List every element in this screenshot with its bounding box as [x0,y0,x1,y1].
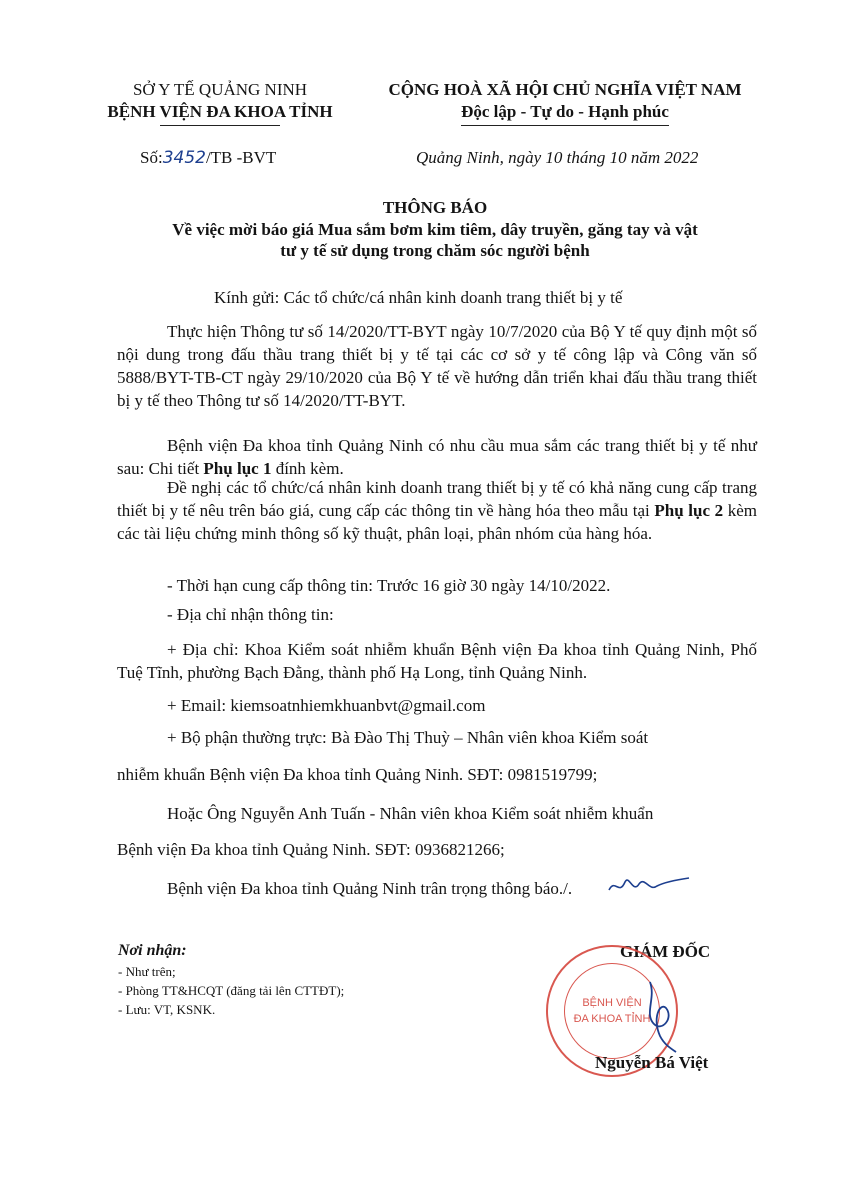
email-line: + Email: kiemsoatnhiemkhuanbvt@gmail.com [167,696,486,715]
notice-heading: THÔNG BÁO [382,198,488,217]
header-right [355,80,775,126]
address-label: - Địa chỉ nhận thông tin: [167,605,334,624]
appendix-1: Phụ lục 1 [203,459,272,478]
notice-subject-line2: tư y tế sử dụng trong chăm sóc người bệnh [280,241,590,260]
motto-underline [461,125,669,126]
notice-subject-line1: Về việc mời báo giá Mua sắm bơm kim tiêm, dây truyền, găng tay và vật [172,220,698,239]
header-left-underline [160,125,280,126]
address-paragraph: + Địa chỉ: Khoa Kiểm soát nhiễm khuẩn Bệnh viện Đa khoa tỉnh Quảng Ninh, Phố Tuệ Tĩnh, phường Bạch Đằng, thành phố Hạ Long, tỉnh Quảng Ninh. [117,640,757,682]
department-name: SỞ Y TẾ QUẢNG NINH [132,80,308,99]
paragraph-3: Đề nghị các tổ chức/cá nhân kinh doanh trang thiết bị y tế có khả năng cung cấp trang thiết bị y tế nêu trên báo giá, cung cấp các thông tin về hàng hóa theo mẫu tại Phụ lục 2 kèm các tài liệu chứng minh thông số kỹ thuật, phân loại, phân nhóm của hàng hóa. [117,478,757,543]
deadline-line: - Thời hạn cung cấp thông tin: Trước 16 giờ 30 ngày 14/10/2022. [167,576,611,595]
director-name: Nguyễn Bá Việt [595,1053,709,1072]
motto: Độc lập - Tự do - Hạnh phúc [461,102,669,121]
title-block [100,198,770,261]
closing-line: Bệnh viện Đa khoa tỉnh Quảng Ninh trân trọng thông báo./. [167,879,573,898]
appendix-2: Phụ lục 2 [654,501,724,520]
recipient-line: Kính gửi: Các tổ chức/cá nhân kinh doanh trang thiết bị y tế [214,288,623,307]
recipient-item: - Lưu: VT, KSNK. [118,1002,216,1017]
recipient-item: - Như trên; [118,964,176,979]
number-prefix: Số: [140,148,163,167]
paragraph-1: Thực hiện Thông tư số 14/2020/TT-BYT ngày 10/7/2020 của Bộ Y tế quy định một số nội dung trong đấu thầu trang thiết bị y tế tại các cơ sở y tế công lập và Công văn số 5888/BYT-TB-CT ngày 29/10/2020 của Bộ Y tế về hướng dẫn triển khai đấu thầu trang thiết bị y tế theo Thông tư số 14/2020/TT-BYT. [117,322,757,410]
recipient-item: - Phòng TT&HCQT (đăng tải lên CTTĐT); [118,983,345,998]
stamp-line2: ĐA KHOA TỈNH [573,1013,651,1025]
number-suffix: /TB -BVT [205,148,277,167]
hospital-name: BỆNH VIỆN ĐA KHOA TỈNH [107,102,333,121]
contact1-line2: nhiễm khuẩn Bệnh viện Đa khoa tỉnh Quảng Ninh. SĐT: 0981519799; [117,765,598,784]
number-handwritten: 3452 [162,148,206,168]
contact2-line1: Hoặc Ông Nguyễn Anh Tuấn - Nhân viên khoa Kiểm soát nhiễm khuẩn [167,804,654,823]
signature-title: GIÁM ĐỐC [620,942,711,961]
recipients-label: Nơi nhận: [118,942,187,959]
signature-scribble [630,978,690,1058]
initials-scribble [605,872,695,902]
document-number [140,148,276,168]
contact2-line2: Bệnh viện Đa khoa tỉnh Quảng Ninh. SĐT: 0936821266; [117,840,505,859]
recipients-block [118,942,448,1019]
paragraph-2: Bệnh viện Đa khoa tỉnh Quảng Ninh có nhu cầu mua sắm các trang thiết bị y tế như sau: Chi tiết Phụ lục 1 đính kèm. [117,436,757,478]
contact1-line1: + Bộ phận thường trực: Bà Đào Thị Thuỳ – Nhân viên khoa Kiểm soát [167,728,649,747]
header-left [95,80,345,126]
date-line: Quảng Ninh, ngày 10 tháng 10 năm 2022 [416,148,699,167]
country-name: CỘNG HOÀ XÃ HỘI CHỦ NGHĨA VIỆT NAM [388,80,742,99]
stamp-line1: BỆNH VIỆN [582,997,642,1009]
